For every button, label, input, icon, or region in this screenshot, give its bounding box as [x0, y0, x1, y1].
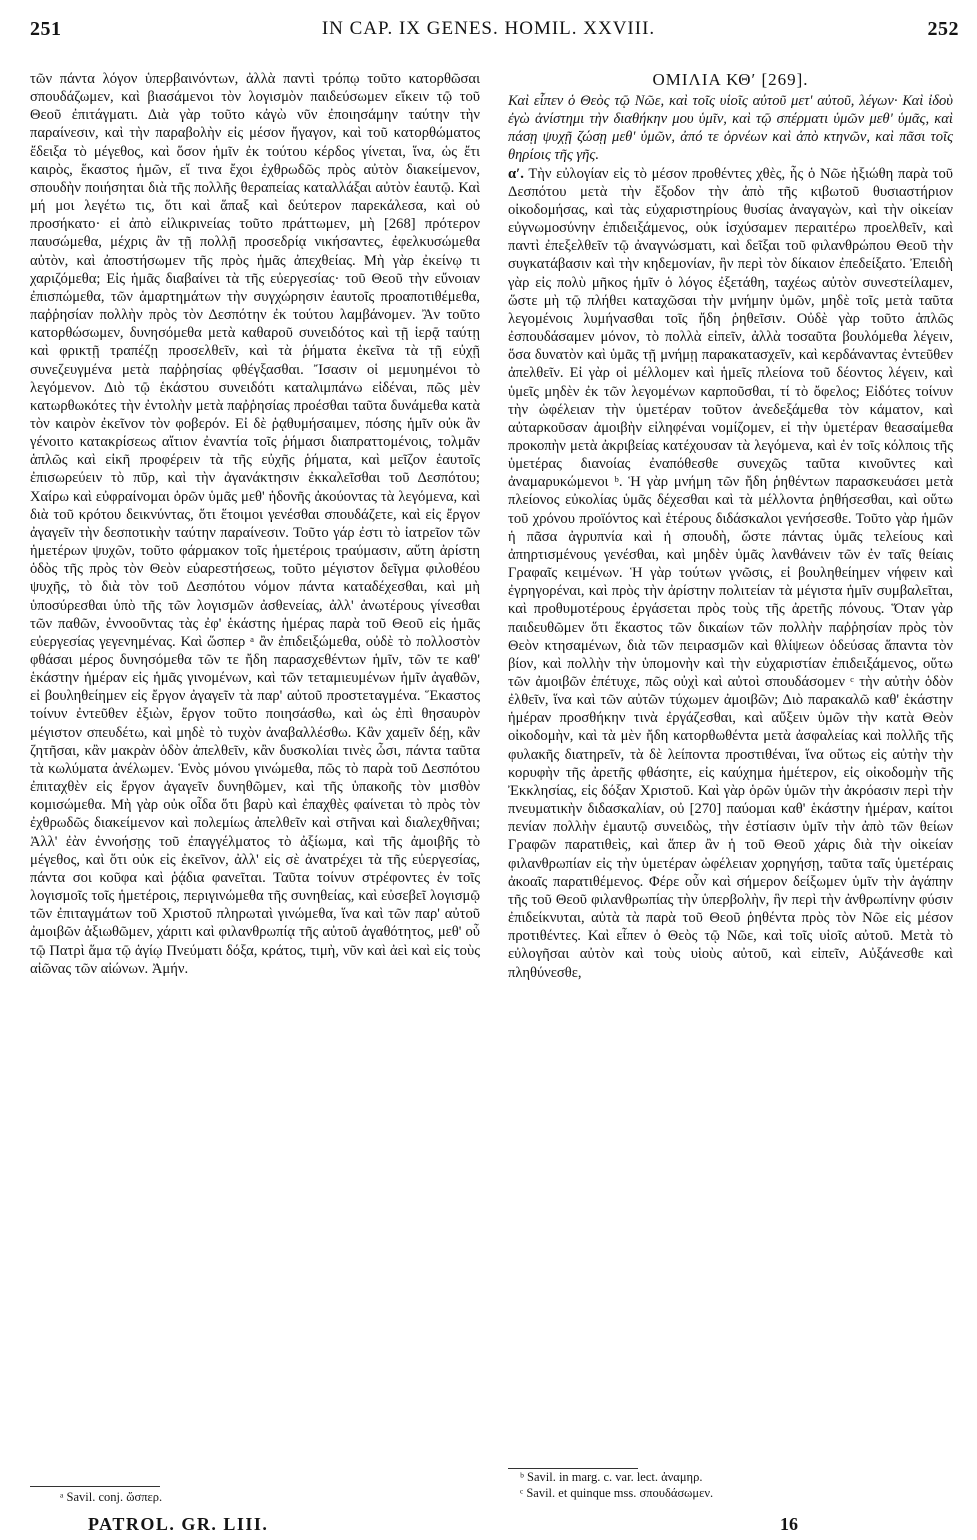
- footnote-rule-left: [30, 1486, 160, 1487]
- right-page-number: 252: [927, 18, 959, 40]
- footnote-c: ᶜ Savil. et quinque mss. σπουδάσωμεν.: [520, 1485, 714, 1500]
- scripture-verse: Καὶ εἶπεν ὁ Θεὸς τῷ Νῶε, καὶ τοῖς υἱοῖς αὐτοῦ μετ' αὐτοῦ, λέγων· Καὶ ἰδοὺ ἐγὼ ἀνίστημι τὴν διαθήκην μου ὑμῖν, καὶ τῷ σπέρματι ὑμῶν μεθ' ὑμᾶς, καὶ πάσῃ ψυχῇ ζώσῃ μεθ' ὑμῶν, ἀπό τε ὀρνέων καὶ ἀπὸ κτηνῶν, καὶ πᾶσι τοῖς θηρίοις τῆς γῆς.: [508, 93, 953, 164]
- footnote-rule-right: [508, 1468, 638, 1469]
- series-signature: PATROL. GR. LIII.: [88, 1514, 269, 1534]
- footnote-a: ᵃ Savil. conj. ὥσπερ.: [60, 1490, 163, 1504]
- running-title: IN CAP. IX GENES. HOMIL. XXVIII.: [321, 18, 656, 39]
- footnotes-right: [520, 1470, 713, 1501]
- left-column-text: τῶν πάντα λόγον ὑπερβαινόντων, ἀλλὰ παντὶ τρόπῳ τοῦτο κατορθῶσαι σπουδάζωμεν, καὶ βιασάμενοι τὸν λογισμὸν παιδεύσωμεν εἴκειν τῷ τοῦ Θεοῦ ἐπιτάγματι. Διὰ γὰρ τοῦτο κἀγὼ νῦν ἐποιησάμην ταύτην τὴν παραίνεσιν, καὶ τὴν παραβολὴν εἰς μέσον ἤγαγον, καὶ τοῦ κατορθώματος ἔδειξα τὸ μέγεθος, καὶ ὅσον ἡμῖν ἐκ τούτου κέρδος γίνεται, ἵνα, ὡς ἔτι καιρὸς, ἕκαστος ἡμῶν, εἴ τινα ἔχοι ἐχθρωδῶς πρὸς αὐτὸν διακείμενον, σπουδὴν ποιήσηται διὰ τῆς πολλῆς θεραπείας καταλλάξαι αὐτὸν ἑαυτῷ. Καὶ μή μοι λεγέτω τις, ὅτι καὶ ἅπαξ καὶ δεύτερον παρεκάλεσα, καὶ οὐ προσήκατο· εἰ ἀπὸ εἰλικρινείας τοῦτο πράττωμεν, μὴ [268] πρότερον παυσώμεθα, μέχρις ἂν τῇ πολλῇ προσεδρίᾳ νικήσαντες, ἐφελκυσώμεθα αὐτὸν, καὶ ἀποστήσωμεν τῆς πρὸς ἡμᾶς ἀπεχθείας. Μὴ γὰρ ἐκείνῳ τι χαριζόμεθα; Εἰς ἡμᾶς διαβαίνει τὰ τῆς εὐεργεσίας· τοῦ Θεοῦ τὴν εὔνοιαν ἐπισπώμεθα, τῶν ἁμαρτημάτων τὴν συγχώρησιν ἑαυτοῖς προαποτιθέμεθα, παῤῥησίαν πολλὴν πρὸς τὸν Δεσπότην ἐκ τούτου λαμβάνομεν. Ἂν τοῦτο κατορθώσωμεν, δυνησόμεθα μετὰ καθαροῦ συνειδότος καὶ τῇ ἱερᾷ ταύτῃ καὶ φρικτῇ τραπέζῃ προσελθεῖν, καὶ τὰ ῥήματα ἐκεῖνα τὰ τῇ εὐχῇ συνεζευγμένα μετὰ παῤῥησίας φθέγξασθαι. Ἴσασιν οἱ μεμυημένοι τὸ λεγόμενον. Διὸ τῷ ἑκάστου συνειδότι καταλιμπάνω εἰδέναι, πῶς μὲν κατωρθωκότες τὴν ἐντολὴν μετὰ παῤῥησίας προέσθαι ταῦτα δυνάμεθα κατὰ τὸν καιρὸν ἐκεῖνον τὸν φοβερόν. Εἰ δὲ ῥᾳθυμήσαιμεν, πόσης ἡμῖν οὐκ ἂν γένοιτο κατακρίσεως αἴτιον ἐναντία τοῖς ῥήμασι διαπραττομένοις, τολμᾶν ἁπλῶς καὶ εἰκῆ προφέρειν τὰ τῆς εὐχῆς ῥήματα, καὶ μεῖζον ἑαυτοῖς ἐπισωρεύειν τὸ πῦρ, καὶ τὴν ἀγανάκτησιν ἐκκαλεῖσθαι τοῦ Δεσπότου; Χαίρω καὶ εὐφραίνομαι ὁρῶν ὑμᾶς μεθ' ἡδονῆς ἀκούοντας τὰ λεγόμενα, καὶ διὰ τοῦ κρότου δεικνύντας, ὅτι ἕτοιμοι γενέσθαι σπουδάζετε, καὶ εἰς ἔργον ἀγαγεῖν τὴν δεσποτικὴν ταύτην παραίνεσιν. Τοῦτο γάρ ἐστι τὸ ἰατρεῖον τῶν ἡμετέρων ψυχῶν, τοῦτο φάρμακον τοῖς ἡμετέροις τραύμασιν, αὕτη ἀρίστη ὁδὸς τῆς πρὸς τὸν Θεὸν εὐαρεστήσεως, τοῦτο μέγιστον δεῖγμα φιλοθέου ψυχῆς, τὸ διὰ τὸν τοῦ Δεσπότου νόμον πάντα καταδέχεσθαι, καὶ μὴ ὑποσύρεσθαι ὑπὸ τῆς τῶν λογισμῶν ἀσθενείας, ἀλλ' ἀνωτέρους γίνεσθαι τῶν παθῶν, ἐννοοῦντας τὰς ἐφ' ἑκάστης ἡμέρας παρὰ τοῦ Θεοῦ εἰς ἡμᾶς εὐεργεσίας γεγενημένας. Καὶ ὥσπερ ᵃ ἂν ἐπιδειξώμεθα, οὐδὲ τὸ πολλοστὸν φθάσαι μέρος δυνησόμεθα τῶν τε ἤδη παρασχεθέντων ἡμῖν, τῶν τε καθ' ἑκάστην ἡμέραν εἰς ἡμᾶς γινομένων, καὶ τῶν τεταμιευμένων ἡμῖν ἀγαθῶν, εἰ βουληθείημεν εἰς ἔργον ἀγαγεῖν τὰ παρ' αὐτοῦ προστεταγμένα. Ἕκαστος τοίνυν ἐντεῦθεν ἐξιὼν, ἔργον τοῦτο ποιησάσθω, καὶ ὡς ἐπὶ θησαυρὸν μέγιστον σπευδέτω, καὶ μηδὲ τὸ τυχὸν ἀναβαλλέσθω. Κἂν χαμεῖν δέῃ, κἂν ζητῆσαι, κἂν μακρὰν ὁδὸν ἀπελθεῖν, κἂν δυσκολίαι τινὲς ὦσι, πάντα ταῦτα τὰ κωλύματα ἀνέλωμεν. Ἑνὸς μόνου γινώμεθα, πῶς τὸ παρὰ τοῦ Δεσπότου ἐπιταχθὲν εἰς ἔργον ἀγαγεῖν δυνηθῶμεν, καὶ τῆς ὑπακοῆς τὸν μισθὸν κομισώμεθα. Μὴ γὰρ οὐκ οἶδα ὅτι βαρὺ καὶ ἐπαχθὲς φαίνεται τὸ πρὸς τὸν ἐχθρωδῶς διακείμενον καὶ πολεμίως ἀπελθεῖν καὶ στῆναι καὶ διαλεχθῆναι; Ἀλλ' ἐὰν ἐννοήσῃς τοῦ ἐπαγγέλματος τὸ ἀξίωμα, καὶ τῆς ἀμοιβῆς τὸ μέγεθος, καὶ ὅτι οὐκ εἰς ἐκεῖνον, ἀλλ' εἰς σὲ ἀνατρέχει τὰ τῆς εὐεργεσίας, πάντα σοι κοῦφα καὶ ῥᾴδια φανεῖται. Ταῦτα τοίνυν στρέφοντες ἐν τοῖς λογισμοῖς τοῖς ἡμετέροις, περιγινώμεθα τῆς συνηθείας, καὶ εὐσεβεῖ λογισμῷ τῶν ἐπιταγμάτων τοῦ Χριστοῦ πληρωταὶ γινώμεθα, ἵνα καὶ τῶν παρ' αὐτοῦ ἀμοιβῶν ἀξιωθῶμεν, χάριτι καὶ φιλανθρωπίᾳ τῆς αὐτοῦ ἀγαθότητος, μεθ' οὗ τῷ Πατρὶ ἅμα τῷ ἁγίῳ Πνεύματι δόξα, κράτος, τιμὴ, νῦν καὶ ἀεὶ καὶ εἰς τοὺς αἰῶνας τῶν αἰώνων. Ἀμήν.: [30, 71, 480, 977]
- signature-number: 16: [780, 1514, 798, 1534]
- right-column-text: Τὴν εὐλογίαν εἰς τὸ μέσον προθέντες χθὲς, ἧς ὁ Νῶε ἠξιώθη παρὰ τοῦ Δεσπότου μετὰ τὴν ἔξοδον τὴν ἀπὸ τῆς κιβωτοῦ θυσιαστήριον οἰκοδομήσας, καὶ τὰς εὐχαριστηρίους θυσίας ἀναγαγὼν, καὶ τὴν οἰκείαν εὐγνωμοσύνην ἐπιδειξάμενος, οὐκ ἰσχύσαμεν περαιτέρω προελθεῖν, καὶ παντὶ ἐπεξελθεῖν τῷ ἀναγνώσματι, καὶ δεῖξαι τοῦ φιλανθρώπου Θεοῦ τὴν συγκατάβασιν καὶ τὴν κηδεμονίαν, ἣν περὶ τὸν δίκαιον ἐπεδείξατο. Ἐπειδὴ γὰρ εἰς πολὺ μῆκος ἡμῖν ὁ λόγος ἐξετάθη, ταχέως αὐτὸν συνεστείλαμεν, ὥστε μὴ τῷ πλήθει καταχῶσαι τὴν μνήμην ὑμῶν, μηδὲ τοῖς μετὰ ταῦτα λεγομένοις λυμήνασθαι τοῖς ἤδη ῥηθεῖσιν. Οὐδὲ γὰρ τοῦτο ἁπλῶς ἐσπουδάσαμεν μόνον, τὸ πολλὰ εἰπεῖν, ἀλλὰ τοσαῦτα βουλόμεθα λέγειν, ὅσα δυνατὸν καὶ ὑμᾶς τῇ μνήμῃ παρακατασχεῖν, καὶ κερδάναντας ἐντεῦθεν ἀπελθεῖν. Εἰ γὰρ οἱ μέλλομεν καὶ ἡμεῖς πλείονα τοῦ δέοντος λέγειν, καὶ ὑμεῖς μηδὲν ἐκ τῶν λεγομένων καρποῦσθαι, τί τὸ ὄφελος; Εἰδότες τοίνυν τὴν ὠφέλειαν τὴν ὑμετέραν τοῦτον ἀνεδεξάμεθα τὸν κάματον, καὶ αὐταρκοῦσαν ἀμοιβὴν εἰληφέναι νομίζομεν, εἰ τὴν ὑμετέραν θεασαίμεθα προκοπὴν μετὰ ἀκριβείας κατέχουσαν τὰ λεγόμενα, καὶ ἐν τοῖς κόλποις τῆς ὑμετέρας διανοίας ἐναπόθεσθε συνεχῶς ταῦτα κινοῦντες καὶ ἀναμαρυκώμενοι ᵇ. Ἡ γὰρ μνήμη τῶν ἤδη ῥηθέντων παρασκευάσει μετὰ πλείονος εὐκολίας ὑμᾶς δέχεσθαι καὶ τὰ μέλλοντα ῥηθήσεσθαι, καὶ οὕτω τοῦ χρόνου προϊόντος καὶ ἑτέρους διδάσκαλοι γενήσεσθε. Τοῦτο γὰρ ἡμῶν ἡ πᾶσα ἀγρυπνία καὶ ἡ σπουδὴ, ὥστε πάντας ὑμᾶς τελείους καὶ ἀπηρτισμένους γενέσθαι, καὶ μηδὲν ὑμᾶς λανθάνειν τῶν ἐν ταῖς θείαις Γραφαῖς κειμένων. Ἡ γὰρ τούτων γνῶσις, εἰ βουληθείημεν νήφειν καὶ ἐγρηγορέναι, καὶ πρὸς τὴν ἀρίστην πολιτείαν τὰ μέγιστα ἡμῖν συμβαλεῖται, καὶ προθυμοτέρους ἐργάσεται πρὸς τοὺς τῆς ἀρετῆς πόνους. Ὅταν γὰρ παιδευθῶμεν ὅτι ἕκαστος τῶν δικαίων τῶν πολλὴν παῤῥησίαν πρὸς τὸν Θεὸν κτησαμένων, διὰ τῶν πειρασμῶν καὶ θλίψεων ὁδεύσας ἅπαντα τὸν βίον, καὶ πολλὴν τὴν ὑπομονὴν καὶ τὴν εὐχαριστίαν ἐπιδειξάμενος, οὕτω τῶν ἀμοιβῶν ἐπέτυχε, πῶς οὐχὶ καὶ αὐτοὶ σπουδάσομεν ᶜ τὴν αὐτὴν ὁδὸν ἐλθεῖν, ἵνα καὶ τῶν αὐτῶν τύχωμεν ἀμοιβῶν; Διὸ παρακαλῶ καθ' ἑκάστην ἡμέραν προσθήκην τινὰ ἐργάζεσθαι, καὶ αὔξειν ὑμῶν τὴν κατὰ Θεὸν οἰκοδομὴν, καὶ τὰ μὲν ἤδη κατορθωθέντα μετὰ ἀσφαλείας καὶ πολλῆς τῆς φυλακῆς διατηρεῖν, τὰ δὲ λείποντα προστιθέναι, ἵνα οὕτως εἰς αὐτὴν τὴν κορυφὴν τῆς ἀρετῆς φθάσητε, εἰς καύχημα ἡμέτερον, εἰς οἰκοδομὴν τῆς Ἐκκλησίας, εἰς δόξαν Χριστοῦ. Καὶ γὰρ ὁρῶν ὑμῶν τὴν ἀκρόασιν περὶ τὴν πνευματικὴν διδασκαλίαν, οὐ [270] παύομαι καθ' ἑκάστην ἡμέραν, καίτοι πενίαν πολλὴν ἐμαυτῷ συνειδὼς, τὴν ἑστίασιν ὑμῖν τὴν ἀπὸ τῶν θείων Γραφῶν παρατιθεὶς, καὶ ἅπερ ἂν ἡ τοῦ Θεοῦ χάρις διὰ τὴν οἰκείαν φιλανθρωπίαν εἰς τὴν ὑμετέραν ὠφέλειαν χορηγήσῃ, ταῦτα ταῖς ὑμετέραις ἀκοαῖς παρατιθέμενος. Φέρε οὖν καὶ σήμερον δείξωμεν ὑμῖν τὴν ἀγάπην τῆς τοῦ Θεοῦ φιλανθρωπίας τὴν ὑπερβολὴν, ἣν περὶ τὴν ἀνθρωπίνην φύσιν ἐπιδείκνυται, αὐτὰ τὰ παρὰ τοῦ Θεοῦ ῥηθέντα πρὸς τὸν Νῶε εἰς μέσον προτιθέντες. Καὶ εἶπεν ὁ Θεὸς τῷ Νῶε, καὶ τοῖς υἱοῖς αὐτοῦ. Μετὰ τὸ εὐλογῆσαι αὐτὸν καὶ τοὺς υἱοὺς αὐτοῦ, καὶ εἰπεῖν, Αὐξάνεσθε καὶ πληθύνεσθε,: [508, 165, 953, 981]
- homily-title: ΟΜΙΛΙΑ ΚΘʹ [269].: [652, 70, 809, 89]
- section-mark: αʹ.: [508, 165, 524, 182]
- right-column: [508, 70, 953, 1470]
- footnote-b: ᵇ Savil. in marg. c. var. lect. ἀναμηρ.: [520, 1470, 703, 1484]
- left-page-number: 251: [30, 18, 62, 40]
- left-column: [30, 70, 480, 1480]
- right-column-paragraph: [508, 165, 953, 982]
